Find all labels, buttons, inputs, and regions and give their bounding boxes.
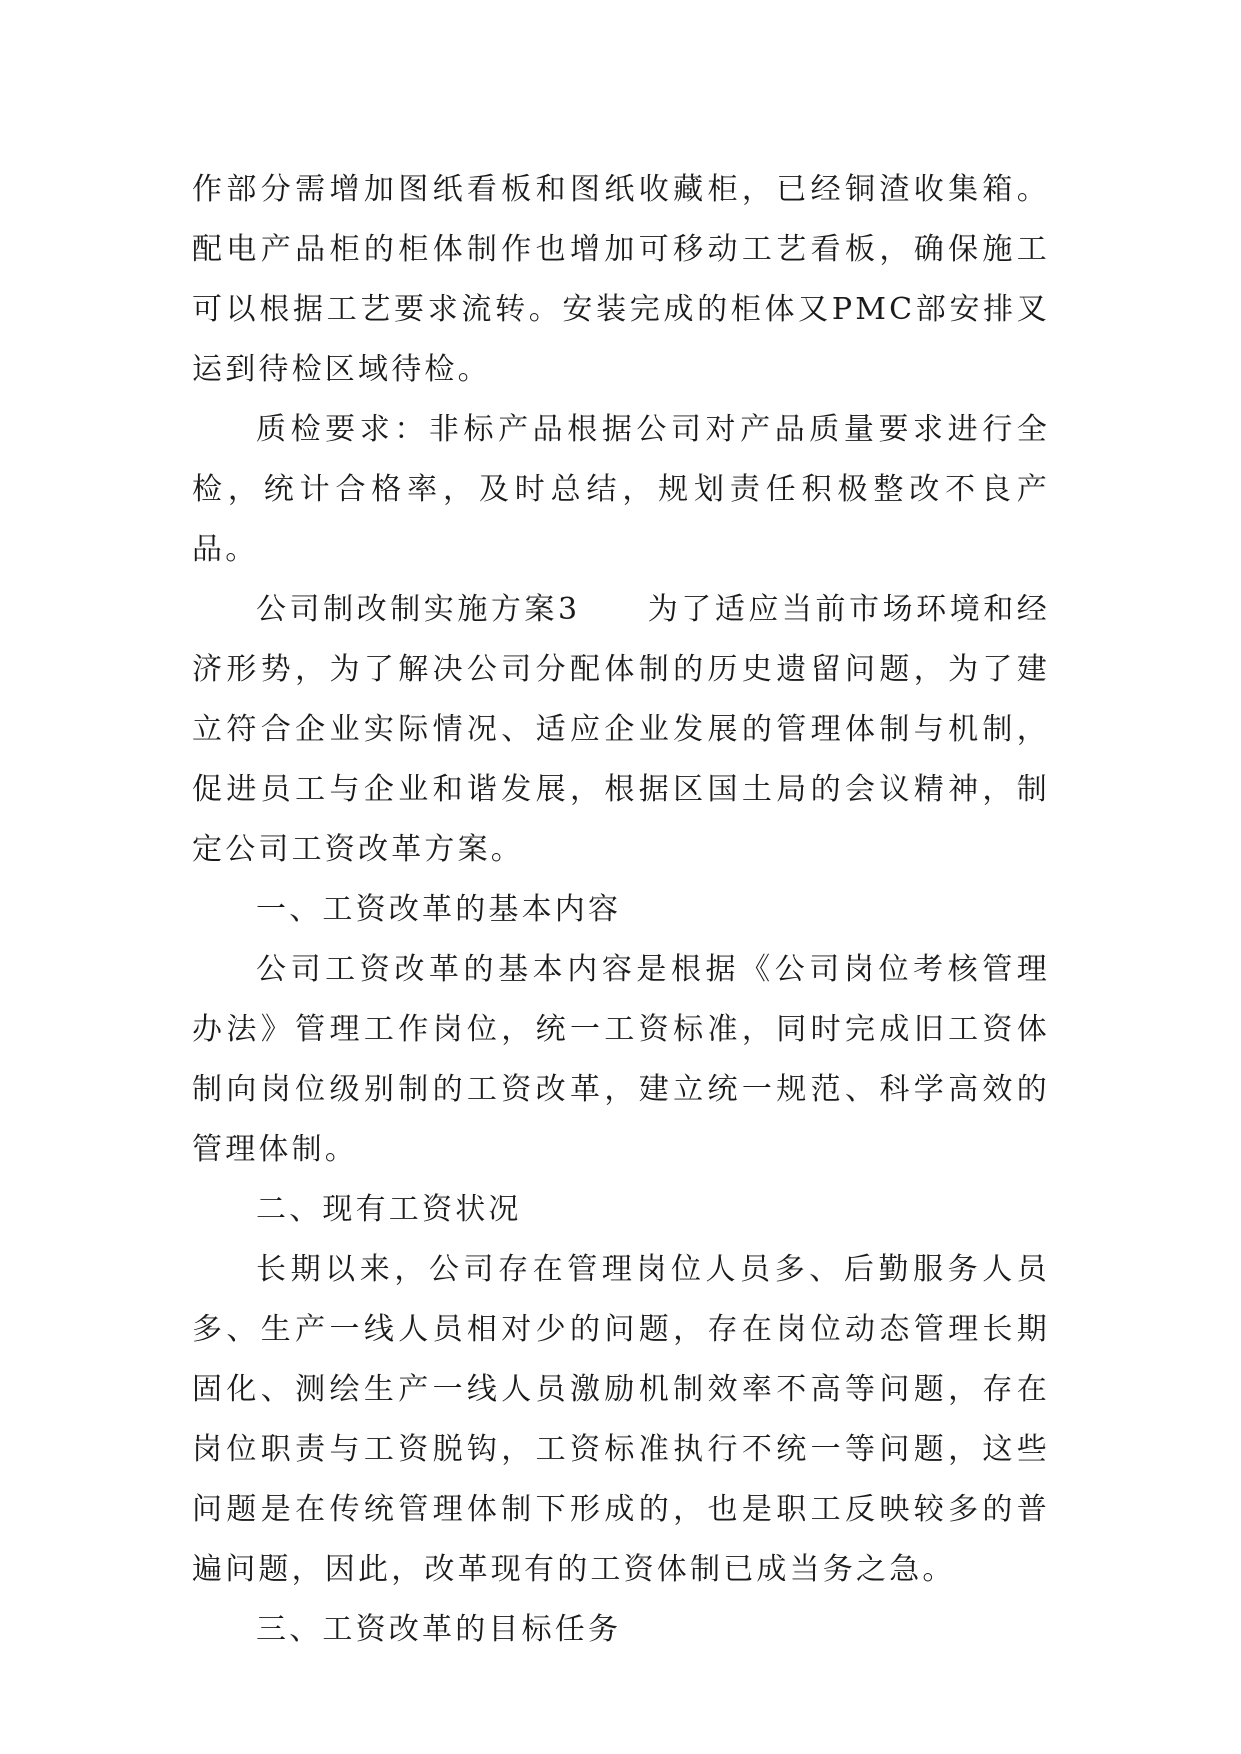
paragraph-plan-intro: 公司制改制实施方案3 为了适应当前市场环境和经济形势，为了解决公司分配体制的历史遗留问题，为了建立符合企业实际情况、适应企业发展的管理体制与机制，促进员工与企业和谐发展，根据区国土局的会议精神，制定公司工资改革方案。 bbox=[192, 592, 1050, 867]
section-heading-1: 一、工资改革的基本内容 bbox=[256, 892, 622, 927]
paragraph-continuation: 作部分需增加图纸看板和图纸收藏柜，已经铜渣收集箱。配电产品柜的柜体制作也增加可移动工艺看板，确保施工可以根据工艺要求流转。安装完成的柜体又PMC部安排叉运到待检区域待检。 bbox=[192, 172, 1050, 387]
section-heading-2: 二、现有工资状况 bbox=[256, 1192, 522, 1227]
paragraph-section-1: 公司工资改革的基本内容是根据《公司岗位考核管理办法》管理工作岗位，统一工资标准，同时完成旧工资体制向岗位级别制的工资改革，建立统一规范、科学高效的管理体制。 bbox=[192, 952, 1050, 1167]
document-page bbox=[192, 160, 1050, 1660]
section-heading-3: 三、工资改革的目标任务 bbox=[256, 1612, 622, 1647]
paragraph-quality-requirements: 质检要求：非标产品根据公司对产品质量要求进行全检，统计合格率，及时总结，规划责任积极整改不良产品。 bbox=[192, 412, 1050, 567]
paragraph-section-2: 长期以来，公司存在管理岗位人员多、后勤服务人员多、生产一线人员相对少的问题，存在岗位动态管理长期固化、测绘生产一线人员激励机制效率不高等问题，存在岗位职责与工资脱钩，工资标准执行不统一等问题，这些问题是在传统管理体制下形成的，也是职工反映较多的普遍问题，因此，改革现有的工资体制已成当务之急。 bbox=[192, 1252, 1050, 1587]
